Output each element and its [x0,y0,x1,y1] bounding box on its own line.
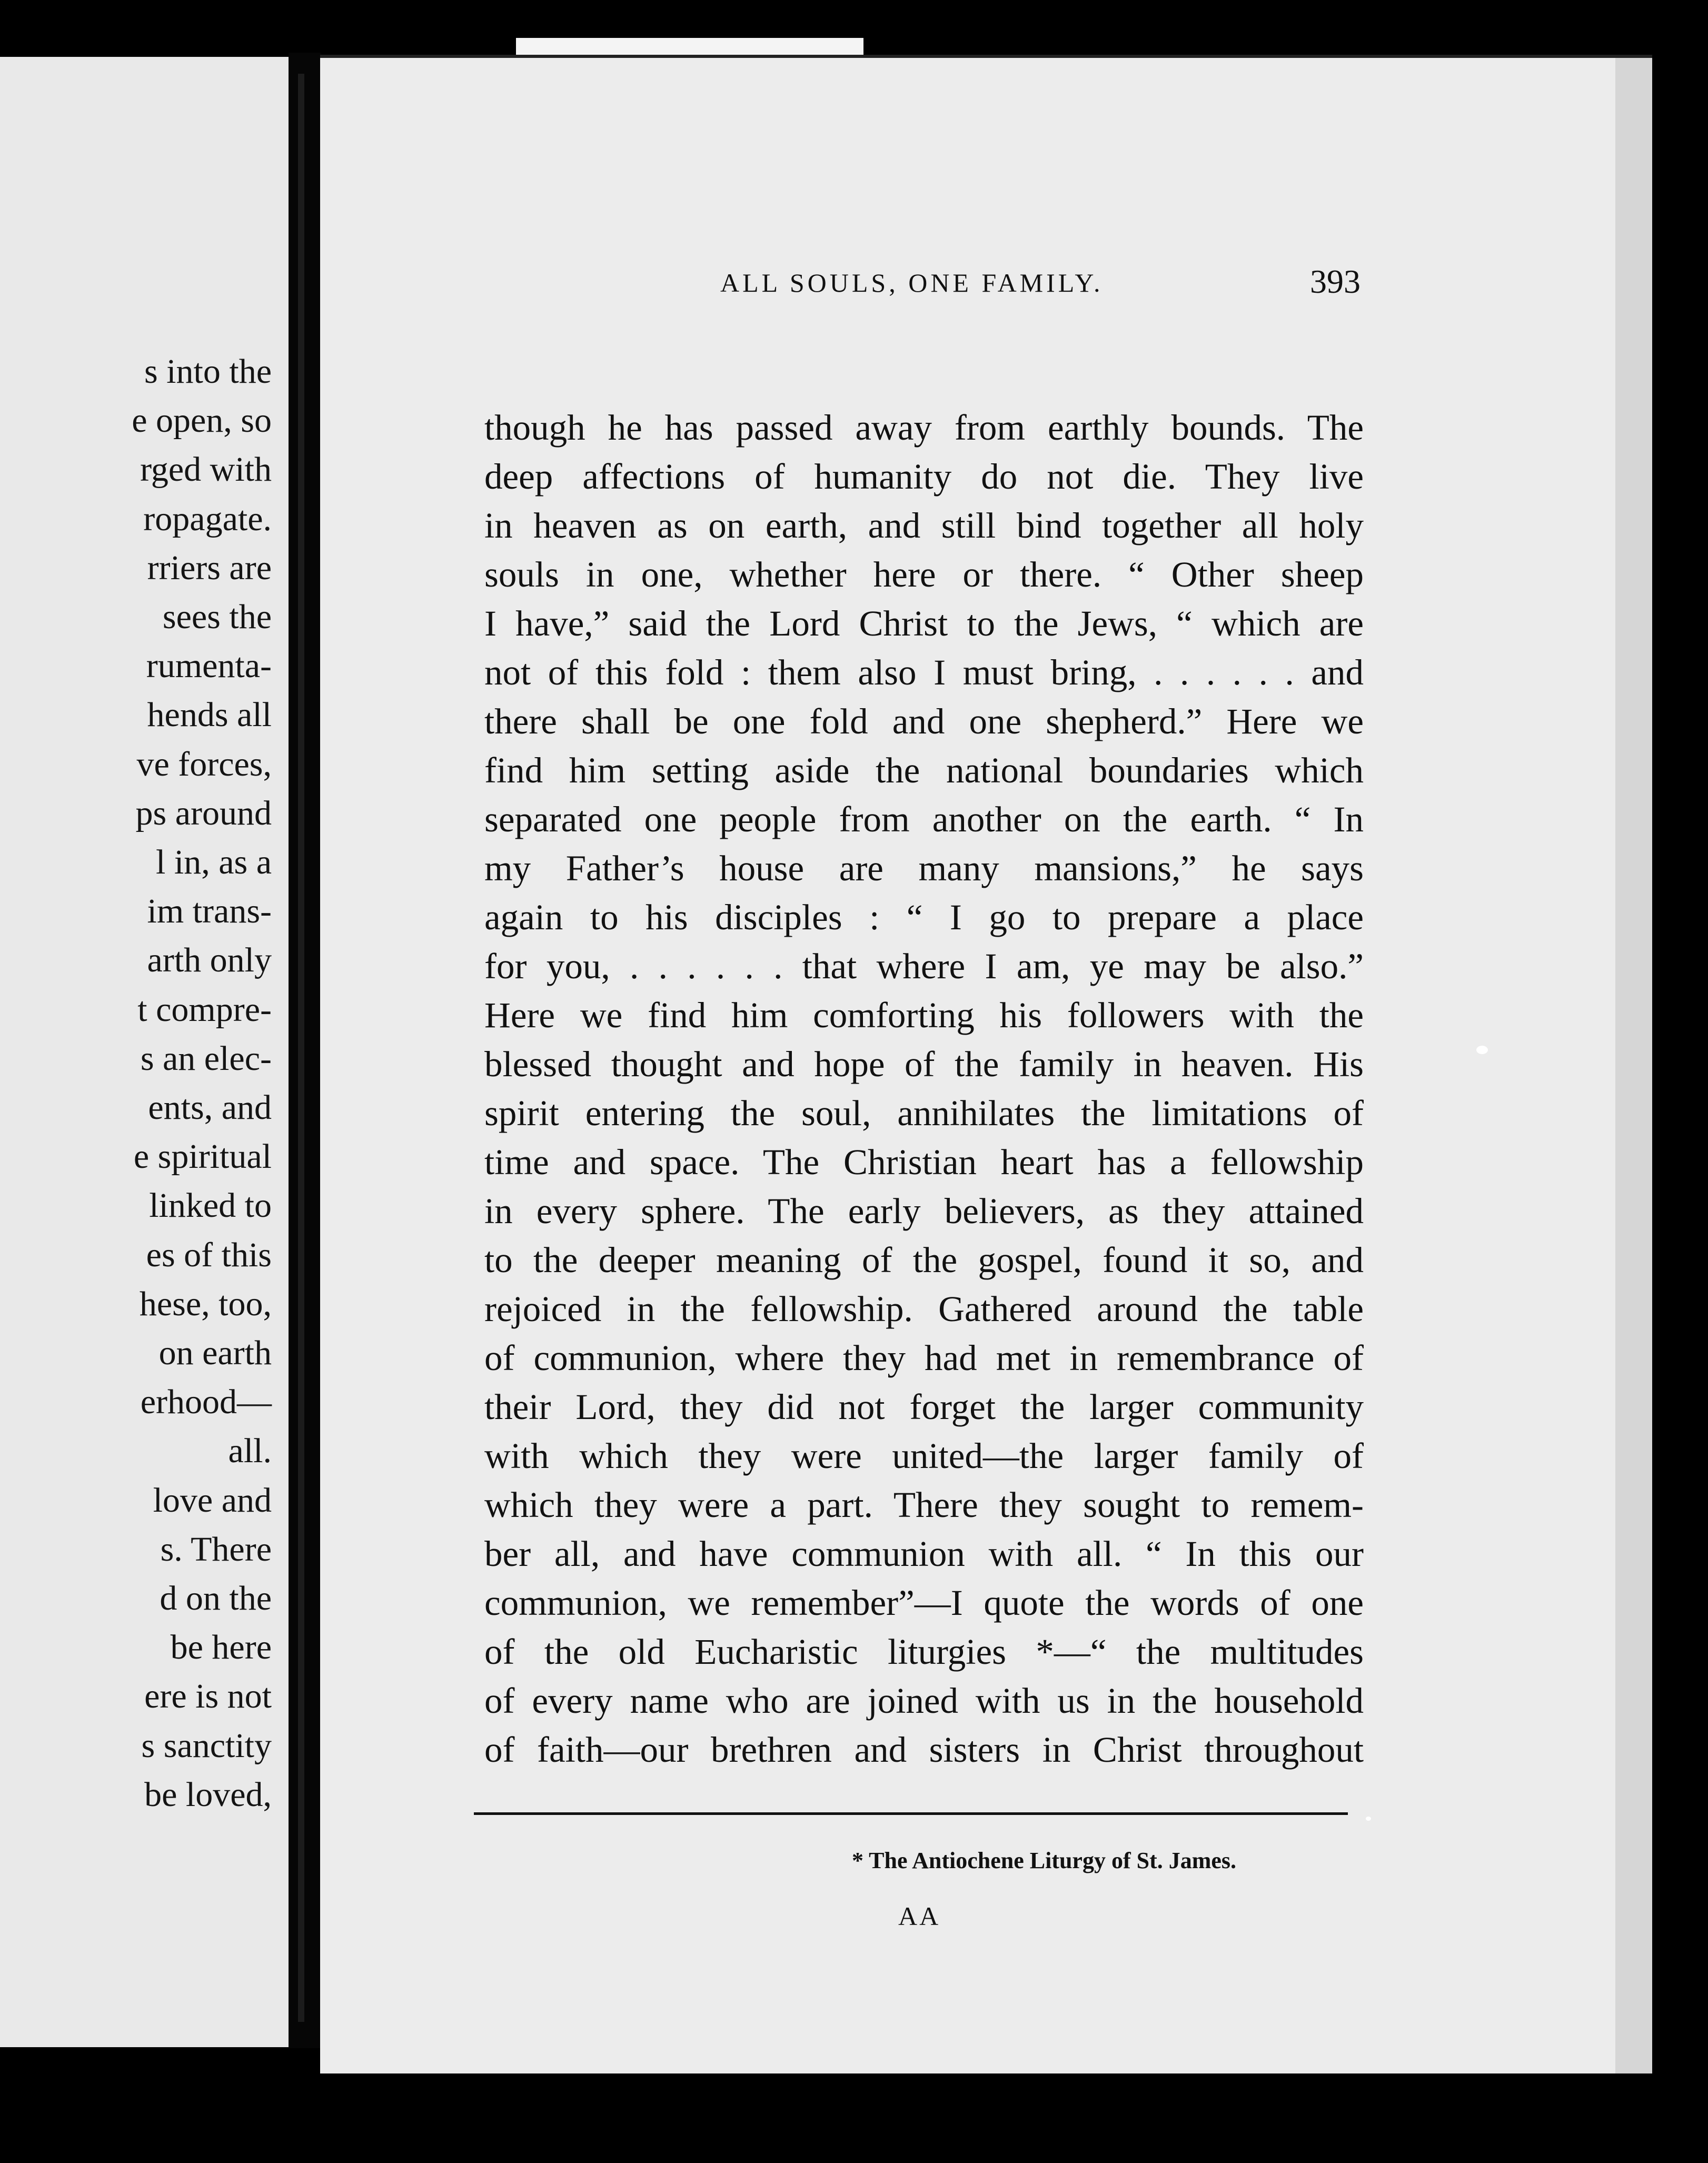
signature-mark: AA [898,1901,941,1931]
right-page [320,55,1652,2073]
body-line: of faith—our brethren and sisters in Christ throughout [484,1730,1364,1770]
left-page-line: on earth [158,1334,272,1372]
body-line: deep affections of humanity do not die. They live [484,457,1364,497]
body-line: of communion, where they had met in remembrance of [484,1338,1364,1378]
left-page-fragment [0,57,289,2047]
left-page-line: s sanctity [141,1726,272,1765]
body-line: spirit entering the soul, annihilates the limitations of [484,1093,1364,1133]
left-page-line: hends all [147,696,272,735]
body-line: ber all, and have communion with all. “ In this our [484,1534,1364,1574]
running-title: ALL SOULS, ONE FAMILY. [720,268,1104,297]
body-line: Here we find him comforting his followers with the [484,995,1364,1035]
left-page-line: l in, as a [156,843,272,881]
body-line: time and space. The Christian heart has a fellowship [484,1142,1364,1182]
footnote-rule [474,1812,1348,1815]
left-page-line: erhood— [140,1383,272,1422]
left-page-line: ropagate. [143,499,272,538]
left-page-line: linked to [149,1186,272,1225]
body-line: find him setting aside the national boundaries which [484,750,1364,790]
left-page-line: ve forces, [136,745,272,783]
left-page-line: s into the [144,352,272,391]
body-line: there shall be one fold and one shepherd.” Here we [484,701,1364,741]
body-line: I have,” said the Lord Christ to the Jews, “ which are [484,603,1364,643]
body-text [484,403,1364,1774]
body-line: for you, . . . . . . that where I am, ye may be also.” [484,946,1364,986]
body-line: my Father’s house are many mansions,” he says [484,848,1364,888]
body-line: in heaven as on earth, and still bind together all holy [484,505,1364,545]
body-line: their Lord, they did not forget the larger community [484,1387,1364,1427]
left-page-line: be loved, [144,1775,272,1814]
left-page-line: e open, so [132,401,272,440]
book-gutter [289,53,321,2048]
body-line: souls in one, whether here or there. “ Other sheep [484,554,1364,594]
footnote: * The Antiochene Liturgy of St. James. [851,1848,1237,1873]
body-line: of the old Eucharistic liturgies *—“ the multitudes [484,1632,1364,1672]
body-line: of every name who are joined with us in the household [484,1681,1364,1721]
body-line: in every sphere. The early believers, as they attained [484,1191,1364,1231]
left-page-line: ents, and [148,1088,272,1127]
body-line: though he has passed away from earthly bounds. The [484,408,1364,448]
left-page-line: sees the [162,598,272,636]
left-page-line: t compre- [137,990,272,1029]
left-page-line: rged with [140,450,272,489]
page-header [320,262,1652,310]
left-page-line: arth only [147,941,272,980]
body-line: communion, we remember”—I quote the words of one [484,1583,1364,1623]
left-page-line: ps around [135,793,272,832]
left-page-line: e spiritual [133,1137,272,1176]
left-page-line: rumenta- [146,647,272,686]
left-page-line: love and [153,1481,272,1520]
page-edge-shadow [1615,58,1652,2073]
left-page-line: ere is not [144,1677,272,1716]
body-line: blessed thought and hope of the family in heaven. His [484,1044,1364,1084]
gutter-edge [298,74,304,2022]
left-page-line: es of this [146,1235,272,1274]
left-page-line: s. There [160,1530,272,1569]
body-line: not of this fold : them also I must bring, . . . . . . and [484,652,1364,692]
body-line: to the deeper meaning of the gospel, found it so, and [484,1240,1364,1280]
page-number: 393 [1310,263,1361,300]
body-line: which they were a part. There they sought to remem- [484,1485,1364,1525]
body-line: with which they were united—the larger family of [484,1436,1364,1476]
left-page-line: hese, too, [139,1284,272,1323]
body-line: rejoiced in the fellowship. Gathered around the table [484,1289,1364,1329]
left-page-line: s an elec- [140,1039,272,1078]
left-page-line: be here [170,1628,272,1667]
body-line: again to his disciples : “ I go to prepare a place [484,897,1364,937]
body-line: separated one people from another on the earth. “ In [484,799,1364,839]
left-page-line: all. [228,1432,272,1471]
left-page-line: rriers are [147,548,272,587]
left-page-line: im trans- [147,892,272,931]
left-page-line: d on the [160,1579,272,1618]
